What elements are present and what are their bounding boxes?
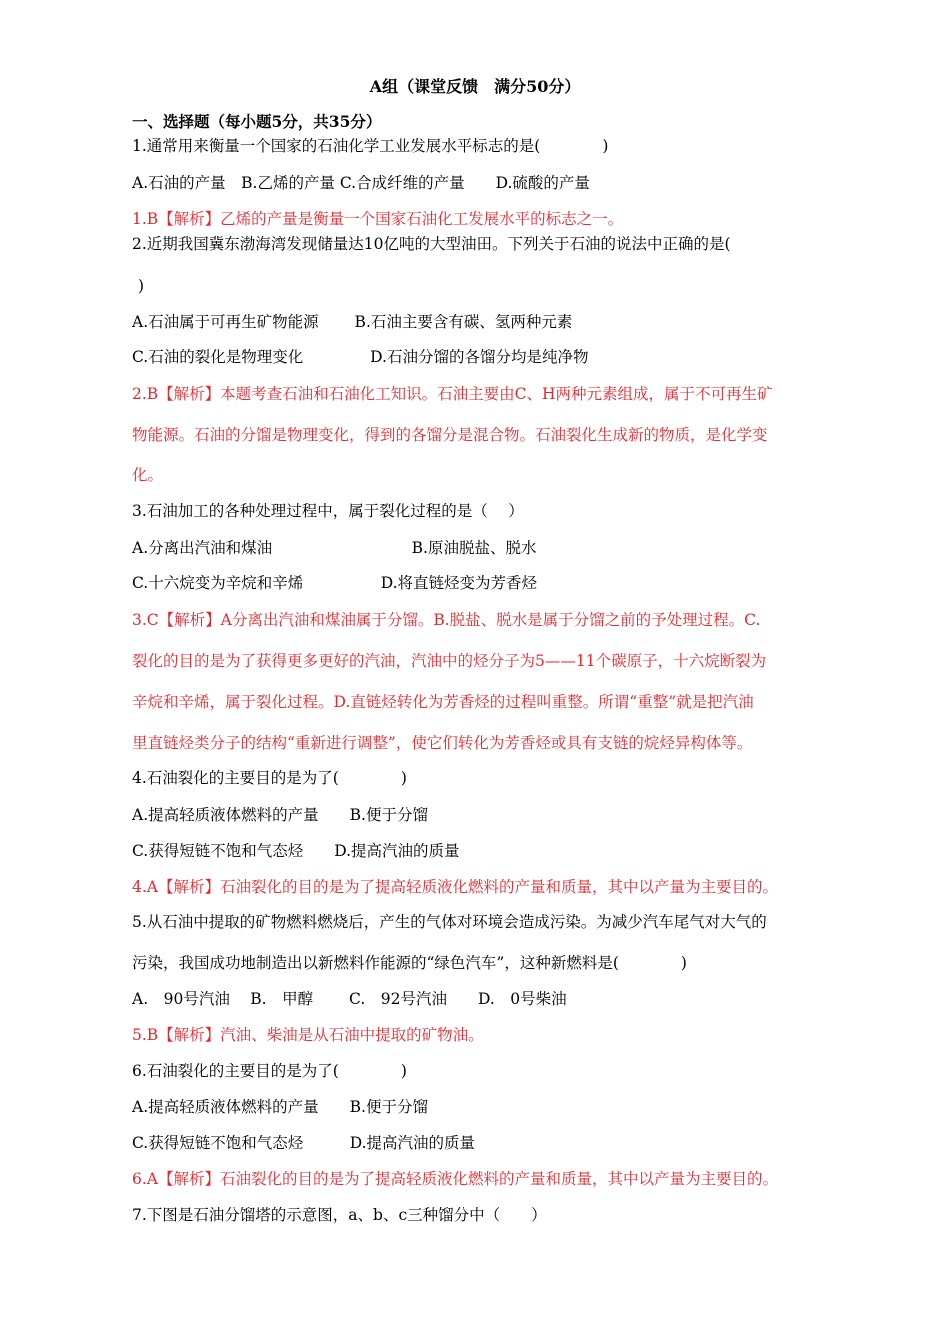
page-title: A组（课堂反馈 满分50分） (369, 77, 581, 96)
question-3-options-cd: C.十六烷变为辛烷和辛烯 D.将直链烃变为芳香烃 (132, 574, 538, 592)
question-7: 7.下图是石油分馏塔的示意图，a、b、c三种馏分中（ ） (132, 1206, 547, 1224)
question-4: 4.石油裂化的主要目的是为了( ) (132, 769, 407, 787)
answer-3-line-1: 3.C【解析】A分离出汽油和煤油属于分馏。B.脱盐、脱水是属于分馏之前的予处理过程。C. (132, 611, 761, 629)
question-2-options-ab: A.石油属于可再生矿物能源 B.石油主要含有碳、氢两种元素 (132, 313, 573, 331)
question-3-options-ab: A.分离出汽油和煤油 B.原油脱盐、脱水 (132, 539, 537, 557)
answer-3-line-3: 辛烷和辛烯，属于裂化过程。D.直链烃转化为芳香烃的过程叫重整。所谓“重整”就是把汽油 (132, 693, 754, 711)
section-heading: 一、选择题（每小题5分，共35分） (132, 112, 382, 131)
answer-4: 4.A【解析】石油裂化的目的是为了提高轻质液化燃料的产量和质量，其中以产量为主要目的。 (132, 878, 778, 896)
question-1: 1.通常用来衡量一个国家的石油化学工业发展水平标志的是( ) (132, 137, 609, 155)
answer-1: 1.B【解析】乙烯的产量是衡量一个国家石油化工发展水平的标志之一。 (132, 210, 624, 228)
question-4-options-ab: A.提高轻质液体燃料的产量 B.便于分馏 (132, 806, 428, 824)
question-2: 2.近期我国冀东渤海湾发现储量达10亿吨的大型油田。下列关于石油的说法中正确的是( (132, 235, 731, 253)
answer-2-line-3: 化。 (132, 466, 164, 484)
question-2-paren: ) (138, 277, 145, 295)
question-3: 3.石油加工的各种处理过程中，属于裂化过程的是（ ） (132, 502, 524, 520)
question-1-options: A.石油的产量 B.乙烯的产量 C.合成纤维的产量 D.硫酸的产量 (132, 174, 590, 192)
answer-2-line-2: 物能源。石油的分馏是物理变化，得到的各馏分是混合物。石油裂化生成新的物质，是化学变 (132, 426, 768, 444)
answer-2-line-1: 2.B【解析】本题考查石油和石油化工知识。石油主要由C、H两种元素组成，属于不可再生矿 (132, 385, 773, 403)
answer-5: 5.B【解析】汽油、柴油是从石油中提取的矿物油。 (132, 1026, 484, 1044)
question-2-options-cd: C.石油的裂化是物理变化 D.石油分馏的各馏分均是纯净物 (132, 348, 589, 366)
question-6-options-ab: A.提高轻质液体燃料的产量 B.便于分馏 (132, 1098, 428, 1116)
question-5-line-2: 污染，我国成功地制造出以新燃料作能源的“绿色汽车”，这种新燃料是( ) (132, 954, 687, 972)
answer-3-line-4: 里直链烃类分子的结构“重新进行调整”，使它们转化为芳香烃或具有支链的烷烃异构体等。 (132, 734, 753, 752)
answer-6: 6.A【解析】石油裂化的目的是为了提高轻质液化燃料的产量和质量，其中以产量为主要目的。 (132, 1170, 778, 1188)
question-6: 6.石油裂化的主要目的是为了( ) (132, 1062, 407, 1080)
question-5-line-1: 5.从石油中提取的矿物燃料燃烧后，产生的气体对环境会造成污染。为减少汽车尾气对大气的 (132, 913, 767, 931)
question-5-options: A. 90号汽油 B. 甲醇 C. 92号汽油 D. 0号柴油 (132, 990, 567, 1008)
answer-3-line-2: 裂化的目的是为了获得更多更好的汽油，汽油中的烃分子为5——11个碳原子，十六烷断裂为 (132, 652, 767, 670)
question-4-options-cd: C.获得短链不饱和气态烃 D.提高汽油的质量 (132, 842, 460, 860)
question-6-options-cd: C.获得短链不饱和气态烃 D.提高汽油的质量 (132, 1134, 476, 1152)
